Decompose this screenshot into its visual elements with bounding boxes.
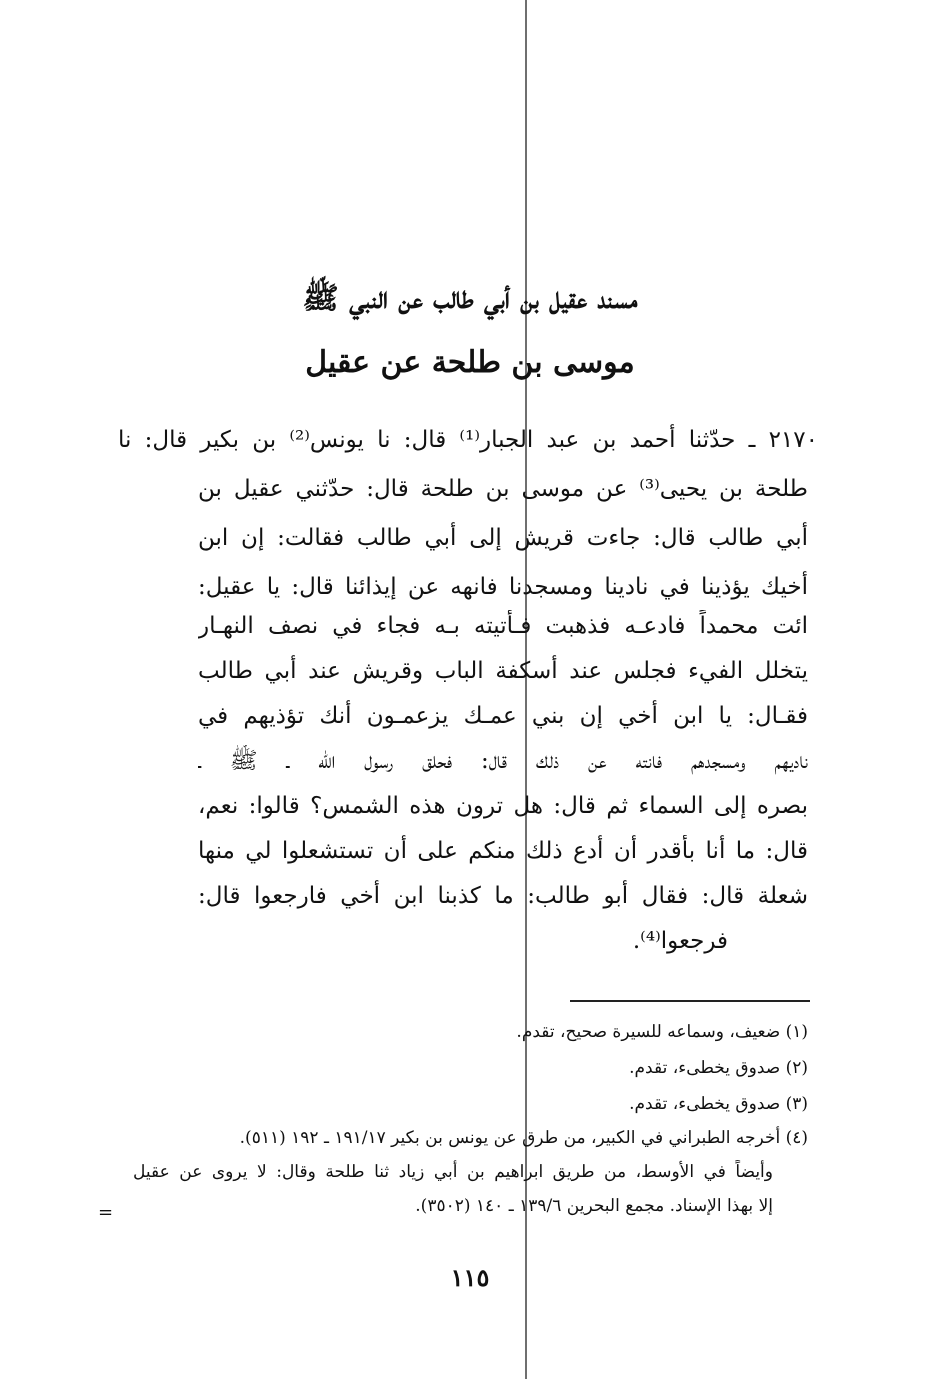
footnote-line: إلا بهذا الإسناد. مجمع البحرين ١٣٩/٦ ـ ١٤٠ (٣٥٠٢). — [415, 1196, 773, 1216]
footnote-line: (٣) صدوق يخطىء، تقدم. — [629, 1094, 808, 1114]
hadith-line: شعلة قال: فقال أبو طالب: ما كذبنا ابن أخي فارجعوا قال: — [198, 883, 808, 909]
section-title: مسند عقيل بن أبي طالب عن النبي ﷺ — [302, 281, 638, 316]
section-subtitle: موسى بن طلحة عن عقيل — [305, 345, 635, 380]
hadith-line: ائت محمداً فادعـه فذهبت فـأتيته بـه فجاء في نصف النهـار — [198, 613, 808, 639]
footnote-line: (١) ضعيف، وسماعه للسيرة صحيح، تقدم. — [516, 1022, 808, 1042]
footnote-line: (٢) صدوق يخطىء، تقدم. — [629, 1058, 808, 1078]
hadith-line: طلحة بن يحيى⁽³⁾ عن موسى بن طلحة قال: حدّثني عقيل بن — [198, 476, 808, 502]
hadith-line: فرجعوا⁽⁴⁾. — [632, 928, 728, 954]
footnote-line: وأيضاً في الأوسط، من طريق ابراهيم بن أبي زياد ثنا طلحة وقال: لا يروى عن عقيل — [133, 1162, 773, 1182]
hadith-line: فقـال: يا ابن أخي إن بني عمـك يزعمـون أنك تؤذيهم في — [198, 703, 808, 729]
footnote-line: (٤) أخرجه الطبراني في الكبير، من طرق عن يونس بن بكير ١٩١/١٧ ـ ١٩٢ (٥١١). — [239, 1128, 808, 1148]
margin-mark: = — [98, 1202, 114, 1223]
page-number: ١١٥ — [450, 1263, 490, 1292]
hadith-line: بصره إلى السماء ثم قال: هل ترون هذه الشمس؟ قالوا: نعم، — [198, 793, 808, 819]
hadith-line: قال: ما أنا بأقدر أن أدع ذلك منكم على أن تستشعلوا لي منها — [198, 838, 808, 864]
hadith-line: ناديهم ومسجدهم فانته عن ذلك قال: فحلق رسول الله ـ ﷺ ـ — [198, 748, 808, 774]
hadith-line: يتخلل الفيء فجلس عند أسكفة الباب وقريش عند أبي طالب — [198, 658, 808, 684]
footnote-separator — [570, 1000, 810, 1002]
hadith-line: ٢١٧٠ ـ حدّثنا أحمد بن عبد الجبار⁽¹⁾ قال: نا يونس⁽²⁾ بن بكير قال: نا — [118, 427, 818, 453]
hadith-line: أخيك يؤذينا في نادينا ومسجدنا فانهه عن إيذائنا قال: يا عقيل: — [198, 574, 808, 600]
hadith-line: أبي طالب قال: جاءت قريش إلى أبي طالب فقالت: إن ابن — [198, 525, 808, 551]
